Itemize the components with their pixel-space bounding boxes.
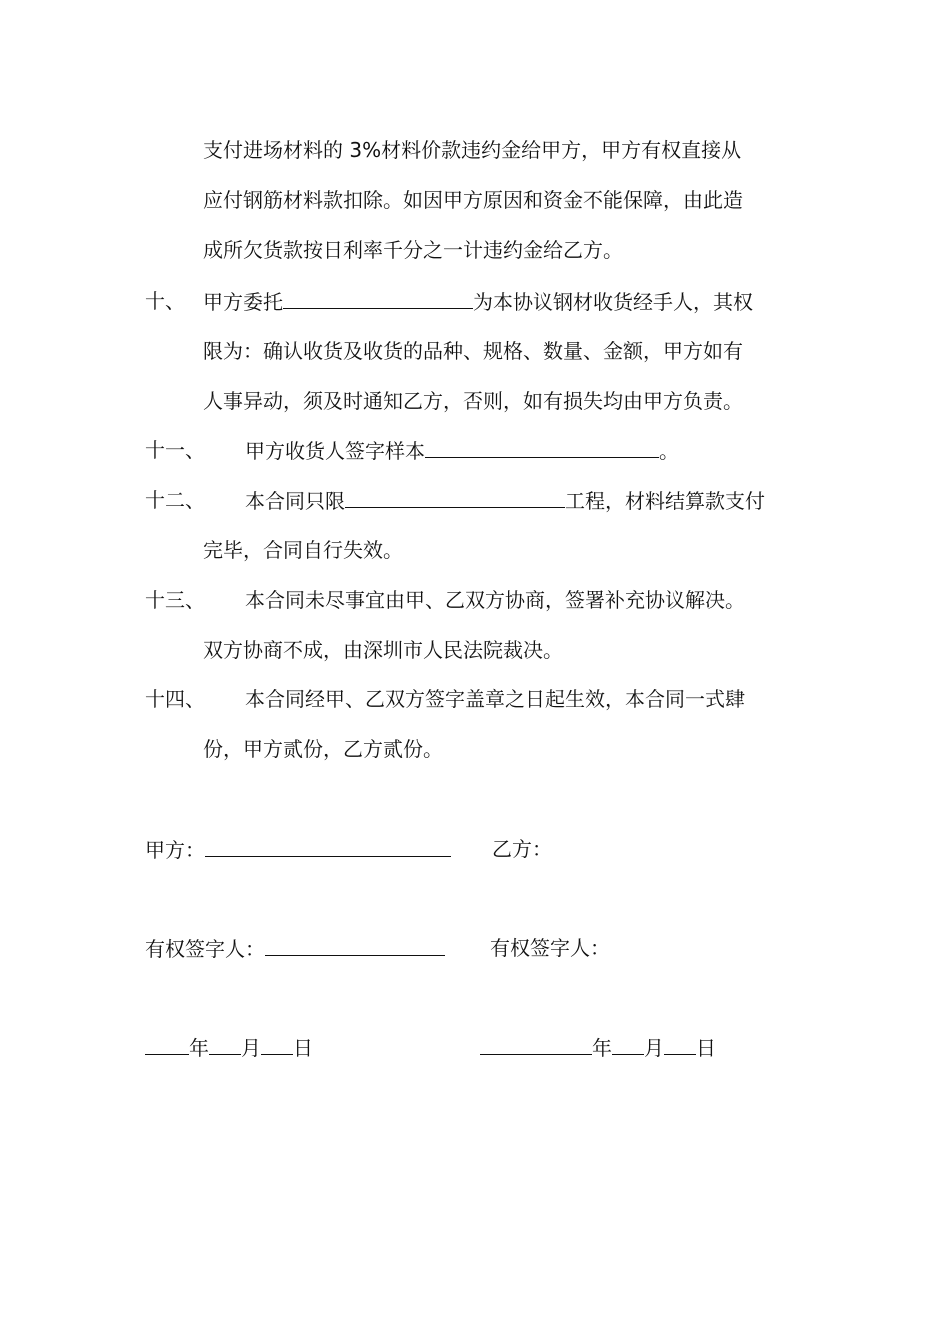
date-b-year-label: 年 — [592, 1036, 612, 1060]
signatory-a-row — [145, 935, 445, 962]
date-b-month-blank[interactable] — [612, 1034, 644, 1055]
clause-12-line-1 — [245, 487, 765, 514]
date-a-month-blank[interactable] — [209, 1034, 241, 1055]
signatory-a-label: 有权签字人： — [145, 937, 265, 961]
project-name-blank[interactable] — [345, 487, 565, 508]
date-b-row — [480, 1034, 716, 1061]
clause-13-line-1: 本合同未尽事宜由甲、乙双方协商，签署补充协议解决。 — [245, 588, 745, 612]
signatory-a-blank[interactable] — [265, 935, 445, 956]
clause-12-number: 十二、 — [145, 488, 205, 512]
date-b-year-blank[interactable] — [480, 1034, 592, 1055]
date-a-row — [145, 1034, 313, 1061]
party-b-label: 乙方： — [492, 837, 552, 861]
clause-11-number: 十一、 — [145, 438, 205, 462]
clause-12-suffix: 工程，材料结算款支付 — [565, 489, 765, 513]
signatory-b-label: 有权签字人： — [490, 936, 610, 960]
date-a-year-blank[interactable] — [145, 1034, 189, 1055]
clause-13-number: 十三、 — [145, 588, 205, 612]
clause-11-prefix: 甲方收货人签字样本 — [245, 439, 425, 463]
carryover-line-2: 应付钢筋材料款扣除。如因甲方原因和资金不能保障，由此造 — [203, 188, 743, 212]
clause-10-prefix: 甲方委托 — [203, 290, 283, 314]
clause-14-line-1: 本合同经甲、乙双方签字盖章之日起生效，本合同一式肆 — [245, 687, 745, 711]
party-a-blank[interactable] — [205, 836, 451, 857]
date-a-month-label: 月 — [241, 1036, 261, 1060]
clause-14-number: 十四、 — [145, 687, 205, 711]
clause-10-line-1 — [203, 288, 753, 315]
carryover-line-3: 成所欠货款按日利率千分之一计违约金给乙方。 — [203, 238, 623, 262]
clause-12-line-2: 完毕，合同自行失效。 — [203, 538, 403, 562]
clause-11-line-1 — [245, 437, 679, 464]
clause-12-prefix: 本合同只限 — [245, 489, 345, 513]
clause-11-suffix: 。 — [659, 439, 679, 463]
clause-10-suffix: 为本协议钢材收货经手人，其权 — [473, 290, 753, 314]
clause-10-number: 十、 — [145, 289, 185, 313]
date-b-month-label: 月 — [644, 1036, 664, 1060]
handler-name-blank[interactable] — [283, 288, 473, 309]
date-a-day-label: 日 — [293, 1036, 313, 1060]
clause-13-line-2: 双方协商不成，由深圳市人民法院裁决。 — [203, 638, 563, 662]
party-a-label: 甲方： — [145, 838, 205, 862]
date-a-day-blank[interactable] — [261, 1034, 293, 1055]
clause-14-line-2: 份，甲方贰份，乙方贰份。 — [203, 737, 443, 761]
date-b-day-label: 日 — [696, 1036, 716, 1060]
clause-10-line-3: 人事异动，须及时通知乙方，否则，如有损失均由甲方负责。 — [203, 389, 743, 413]
carryover-line-1: 支付进场材料的 3%材料价款违约金给甲方，甲方有权直接从 — [203, 138, 742, 162]
signature-sample-blank[interactable] — [425, 437, 659, 458]
clause-10-line-2: 限为：确认收货及收货的品种、规格、数量、金额，甲方如有 — [203, 339, 743, 363]
date-b-day-blank[interactable] — [664, 1034, 696, 1055]
party-a-row — [145, 836, 451, 863]
date-a-year-label: 年 — [189, 1036, 209, 1060]
